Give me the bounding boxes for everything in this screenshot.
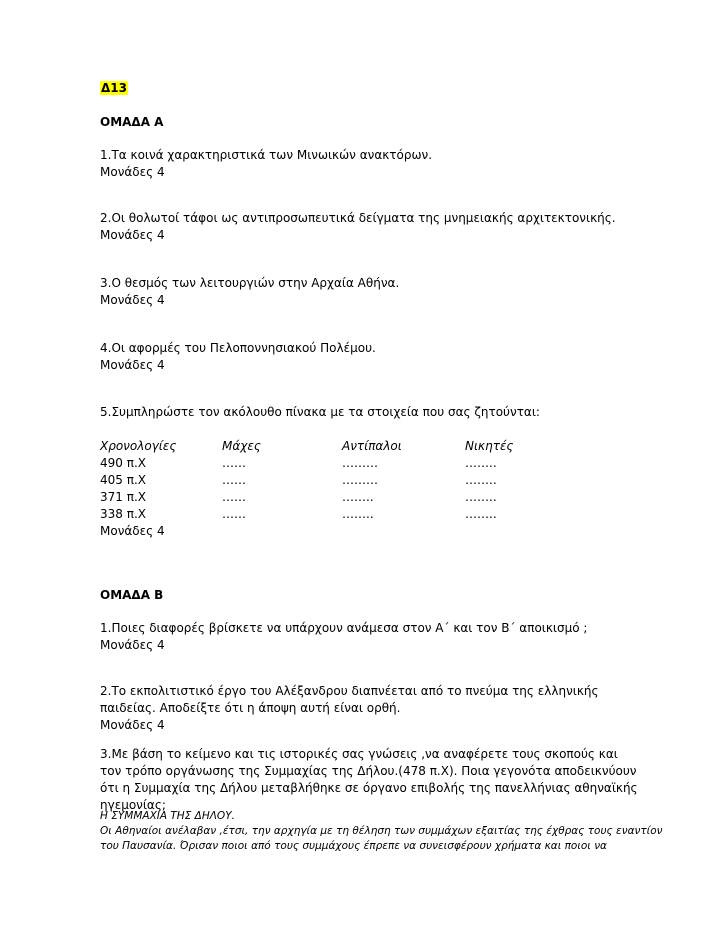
question-text-line: ότι η Συμμαχία της Δήλου μεταβλήθηκε σε όργανο επιβολής της πανελλήνιας αθηναϊκής	[100, 781, 638, 795]
question-a5-text: 5.Συμπληρώστε τον ακόλουθο πίνακα με τα στοιχεία που σας ζητούνται:	[100, 405, 540, 419]
cell-date: 490 π.Χ	[100, 456, 146, 470]
highlighted-code: Δ13	[101, 81, 127, 95]
cell-opponents: ……..	[342, 490, 374, 504]
question-text-line: τον τρόπο οργάνωσης της Συμμαχίας της Δήλου.(478 π.Χ). Ποια γεγονότα αποδεικνύουν	[100, 764, 637, 778]
cell-battle: ……	[222, 490, 246, 504]
question-a4	[100, 340, 376, 374]
cell-battle: ……	[222, 456, 246, 470]
source-line: του Παυσανία. Όρισαν ποιοι από τους συμμάχους έπρεπε να συνεισφέρουν χρήματα και ποιοι να	[100, 840, 607, 852]
question-points: Μονάδες 4	[100, 358, 165, 372]
cell-battle: ……	[222, 473, 246, 487]
question-b1	[100, 620, 587, 654]
header-winners: Νικητές	[465, 439, 514, 453]
cell-opponents: ………	[342, 456, 378, 470]
question-text-line: παιδείας. Αποδείξτε ότι η άποψη αυτή είναι ορθή.	[100, 701, 401, 715]
cell-opponents: ……..	[342, 507, 374, 521]
document-code	[100, 80, 128, 97]
source-line: Οι Αθηναίοι ανέλαβαν ,έτσι, την αρχηγία με τη θέληση των συμμάχων εξαιτίας της έχθρας τους εναντίον	[100, 825, 663, 837]
group-b-title: ΟΜΑΔΑ Β	[100, 588, 164, 602]
header-opponents: Αντίπαλοι	[342, 439, 402, 453]
group-a-title: ΟΜΑΔΑ Α	[100, 115, 164, 129]
cell-winner: ……..	[465, 456, 497, 470]
question-a1	[100, 147, 432, 181]
header-battles: Μάχες	[222, 439, 261, 453]
cell-winner: ……..	[465, 507, 497, 521]
cell-date: 371 π.Χ	[100, 490, 146, 504]
question-text: 3.Ο θεσμός των λειτουργιών στην Αρχαία Αθήνα.	[100, 276, 400, 290]
question-text: 2.Οι θολωτοί τάφοι ως αντιπροσωπευτικά δείγματα της μνημειακής αρχιτεκτονικής.	[100, 211, 616, 225]
source-excerpt	[100, 809, 663, 854]
cell-winner: ……..	[465, 473, 497, 487]
question-points: Μονάδες 4	[100, 165, 165, 179]
source-title: Η ΣΥΜΜΑΧΙΑ ΤΗΣ ΔΗΛΟΥ.	[100, 810, 235, 822]
cell-battle: ……	[222, 507, 246, 521]
question-points: Μονάδες 4	[100, 293, 165, 307]
question-text: 1.Ποιες διαφορές βρίσκετε να υπάρχουν ανάμεσα στον Α΄ και τον Β΄ αποικισμό ;	[100, 621, 588, 635]
question-b3	[100, 746, 638, 814]
cell-winner: ……..	[465, 490, 497, 504]
question-text: 4.Οι αφορμές του Πελοποννησιακού Πολέμου.	[100, 341, 376, 355]
question-text: 1.Τα κοινά χαρακτηριστικά των Μινωικών ανακτόρων.	[100, 148, 433, 162]
question-text-line: ηγεμονίας;	[100, 798, 166, 812]
question-b2	[100, 683, 599, 734]
cell-date: 338 π.Χ	[100, 507, 146, 521]
question-a5-points: Μονάδες 4	[100, 524, 165, 538]
question-a3	[100, 275, 399, 309]
header-dates: Χρονολογίες	[100, 439, 177, 453]
question-points: Μονάδες 4	[100, 228, 165, 242]
cell-date: 405 π.Χ	[100, 473, 146, 487]
question-points: Μονάδες 4	[100, 638, 165, 652]
question-text-line: 3.Με βάση το κείμενο και τις ιστορικές σας γνώσεις ,να αναφέρετε τους σκοπούς και	[100, 747, 618, 761]
cell-opponents: ………	[342, 473, 378, 487]
question-points: Μονάδες 4	[100, 718, 165, 732]
question-a2	[100, 210, 616, 244]
question-text-line: 2.Το εκπολιτιστικό έργο του Αλέξανδρου διαπνέεται από το πνεύμα της ελληνικής	[100, 684, 599, 698]
